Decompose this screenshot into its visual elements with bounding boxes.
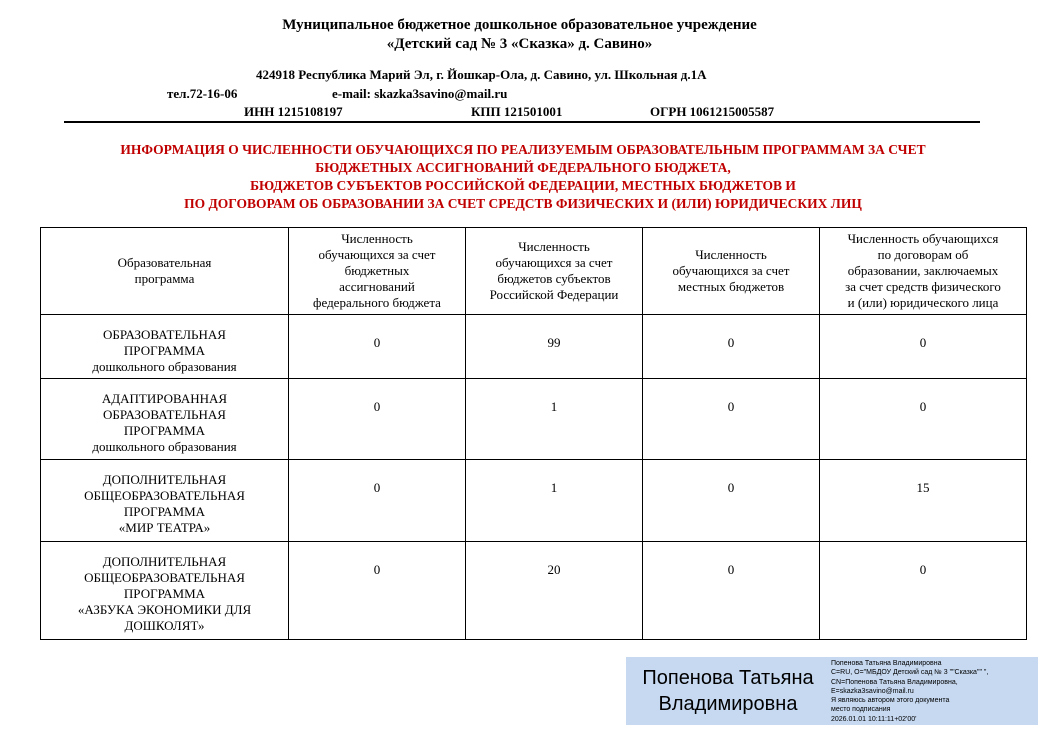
header-divider [64,121,980,123]
table-row [41,460,1027,542]
local-budget-count: 0 [643,315,820,379]
column-header-federal-budget: Численность обучающихся за счет бюджетных ассигнований федерального бюджета [289,228,466,315]
digital-signature-stamp [626,657,1038,725]
table-header-row [41,228,1027,315]
organization-title [0,16,1051,54]
federal-budget-count: 0 [289,460,466,542]
signature-details: Попенова Татьяна Владимировна C=RU, O="МБДОУ Детский сад № 3 ""Сказка"" ", CN=Попенова Татьяна Владимировна, E=skazka3savino@mail.ru Я являюсь автором этого документа место подписания 2026.01.01 10:11:11+02'00' [831,660,989,723]
organization-name-line-1: Муниципальное бюджетное дошкольное образовательное учреждение [282,17,757,33]
regional-budget-count: 1 [466,460,643,542]
program-name: ОБРАЗОВАТЕЛЬНАЯ ПРОГРАММА дошкольного образования [41,315,289,379]
kpp: КПП 121501001 [471,104,563,119]
info-title-line: БЮДЖЕТОВ СУБЪЕКТОВ РОССИЙСКОЙ ФЕДЕРАЦИИ, МЕСТНЫХ БЮДЖЕТОВ И [250,178,796,193]
program-name: ДОПОЛНИТЕЛЬНАЯ ОБЩЕОБРАЗОВАТЕЛЬНАЯ ПРОГРАММА «АЗБУКА ЭКОНОМИКИ ДЛЯ ДОШКОЛЯТ» [41,542,289,640]
local-budget-count: 0 [643,460,820,542]
inn: ИНН 1215108197 [244,104,343,119]
phone: тел.72-16-06 [167,86,238,101]
column-header-regional-budget: Численность обучающихся за счет бюджетов субъектов Российской Федерации [466,228,643,315]
federal-budget-count: 0 [289,542,466,640]
email: e-mail: skazka3savino@mail.ru [332,86,508,101]
program-name: АДАПТИРОВАННАЯ ОБРАЗОВАТЕЛЬНАЯ ПРОГРАММА дошкольного образования [41,379,289,460]
table-row [41,379,1027,460]
program-name: ДОПОЛНИТЕЛЬНАЯ ОБЩЕОБРАЗОВАТЕЛЬНАЯ ПРОГРАММА «МИР ТЕАТРА» [41,460,289,542]
regional-budget-count: 20 [466,542,643,640]
info-title [40,141,1006,213]
signer-name: Попенова Татьяна Владимировна [642,667,814,715]
column-header-local-budget: Численность обучающихся за счет местных бюджетов [643,228,820,315]
info-title-line: ИНФОРМАЦИЯ О ЧИСЛЕННОСТИ ОБУЧАЮЩИХСЯ ПО РЕАЛИЗУЕМЫМ ОБРАЗОВАТЕЛЬНЫМ ПРОГРАММАМ ЗА СЧЕТ [120,142,926,157]
column-header-contracts: Численность обучающихся по договорам об образовании, заключаемых за счет средств физического и (или) юридического лица [820,228,1027,315]
table-row [41,542,1027,640]
local-budget-count: 0 [643,542,820,640]
local-budget-count: 0 [643,379,820,460]
column-header-program: Образовательная программа [41,228,289,315]
federal-budget-count: 0 [289,379,466,460]
info-title-line: ПО ДОГОВОРАМ ОБ ОБРАЗОВАНИИ ЗА СЧЕТ СРЕДСТВ ФИЗИЧЕСКИХ И (ИЛИ) ЮРИДИЧЕСКИХ ЛИЦ [184,196,862,211]
organization-name-line-2: «Детский сад № 3 «Сказка» д. Савино» [386,36,653,52]
contract-count: 0 [820,379,1027,460]
contract-count: 15 [820,460,1027,542]
address: 424918 Республика Марий Эл, г. Йошкар-Ола, д. Савино, ул. Школьная д.1А [256,67,707,82]
regional-budget-count: 1 [466,379,643,460]
enrollment-table [40,227,1027,640]
contract-count: 0 [820,315,1027,379]
contract-count: 0 [820,542,1027,640]
federal-budget-count: 0 [289,315,466,379]
info-title-line: БЮДЖЕТНЫХ АССИГНОВАНИЙ ФЕДЕРАЛЬНОГО БЮДЖЕТА, [315,160,731,175]
table-row [41,315,1027,379]
regional-budget-count: 99 [466,315,643,379]
ogrn: ОГРН 1061215005587 [650,104,775,119]
